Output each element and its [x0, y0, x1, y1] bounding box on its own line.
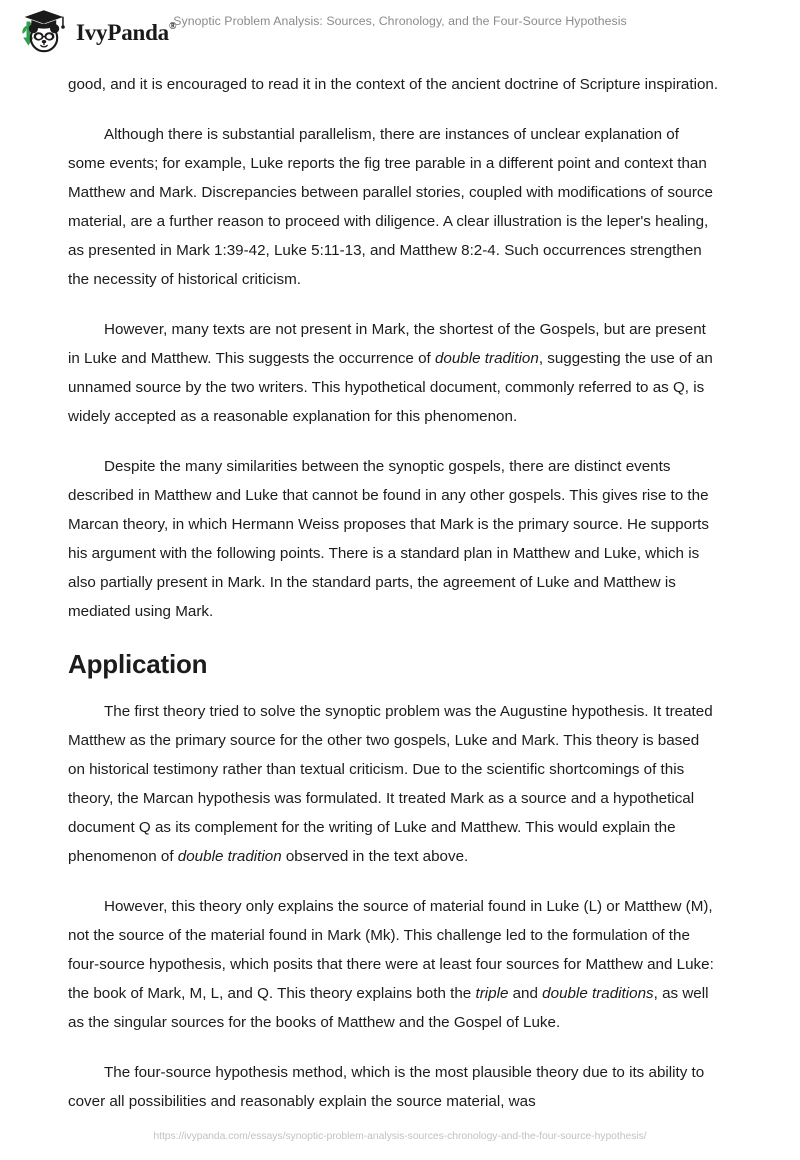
source-url-link[interactable]: https://ivypanda.com/essays/synoptic-problem-analysis-sources-chronology-and-the-four-source-hypothesis/	[153, 1131, 647, 1142]
paragraph: good, and it is encouraged to read it in the context of the ancient doctrine of Scripture inspiration.	[68, 76, 719, 93]
page-footer	[0, 1126, 800, 1144]
page-header	[0, 0, 800, 62]
section-heading-application: Application	[68, 649, 208, 679]
emphasized-term: double tradition	[177, 848, 282, 865]
document-header-title: Synoptic Problem Analysis: Sources, Chronology, and the Four-Source Hypothesis	[173, 14, 627, 28]
emphasized-term: triple	[475, 985, 509, 1002]
paragraph: The four-source hypothesis method, which is the most plausible theory due to its ability to cover all possibilities and reasonably explain the source material, was	[68, 1064, 705, 1110]
paragraph: However, many texts are not present in Mark, the shortest of the Gospels, but are present in Luke and Matthew. This suggests the occurrence of double tradition, suggesting the use of an unnamed source by the two writers. This hypothetical document, commonly referred to as Q, is widely accepted as a reasonable explanation for this phenomenon.	[68, 321, 713, 425]
paragraph: Although there is substantial parallelism, there are instances of unclear explanation of some events; for example, Luke reports the fig tree parable in a different point and context than Matthew and Mark. Discrepancies between parallel stories, coupled with modifications of source material, are a further reason to proceed with diligence. A clear illustration is the leper's healing, as presented in Mark 1:39-42, Luke 5:11-13, and Matthew 8:2-4. Such occurrences strengthen the necessity of historical criticism.	[68, 126, 713, 288]
paragraph: The first theory tried to solve the synoptic problem was the Augustine hypothesis. It treated Matthew as the primary source for the other two gospels, Luke and Mark. This theory is based on historical testimony rather than textual criticism. Due to the scientific shortcomings of this theory, the Marcan hypothesis was formulated. It treated Mark as a source and a hypothetical document Q as its complement for the writing of Luke and Matthew. This would explain the phenomenon of double tradition observed in the text above.	[68, 703, 713, 865]
brand-name-text: IvyPanda	[76, 19, 169, 45]
paragraph: However, this theory only explains the source of material found in Luke (L) or Matthew (M), not the source of the material found in Mark (Mk). This challenge led to the formulation of the four-source hypothesis, which posits that there were at least four sources for Matthew and Luke: the book of Mark, M, L, and Q. This theory explains both the triple and double traditions, as well as the singular sources for the books of Matthew and the Gospel of Luke.	[68, 898, 714, 1031]
registered-trademark-symbol: ®	[168, 20, 177, 32]
emphasized-term: double tradition	[434, 350, 539, 367]
emphasized-term: double traditions	[542, 985, 654, 1002]
document-body	[68, 70, 720, 1137]
paragraph: Despite the many similarities between the synoptic gospels, there are distinct events described in Matthew and Luke that cannot be found in any other gospels. This gives rise to the Marcan theory, in which Hermann Weiss proposes that Mark is the primary source. He supports his argument with the following points. There is a standard plan in Matthew and Luke, which is also partially present in Mark. In the standard parts, the agreement of Luke and Matthew is mediated using Mark.	[68, 458, 709, 620]
